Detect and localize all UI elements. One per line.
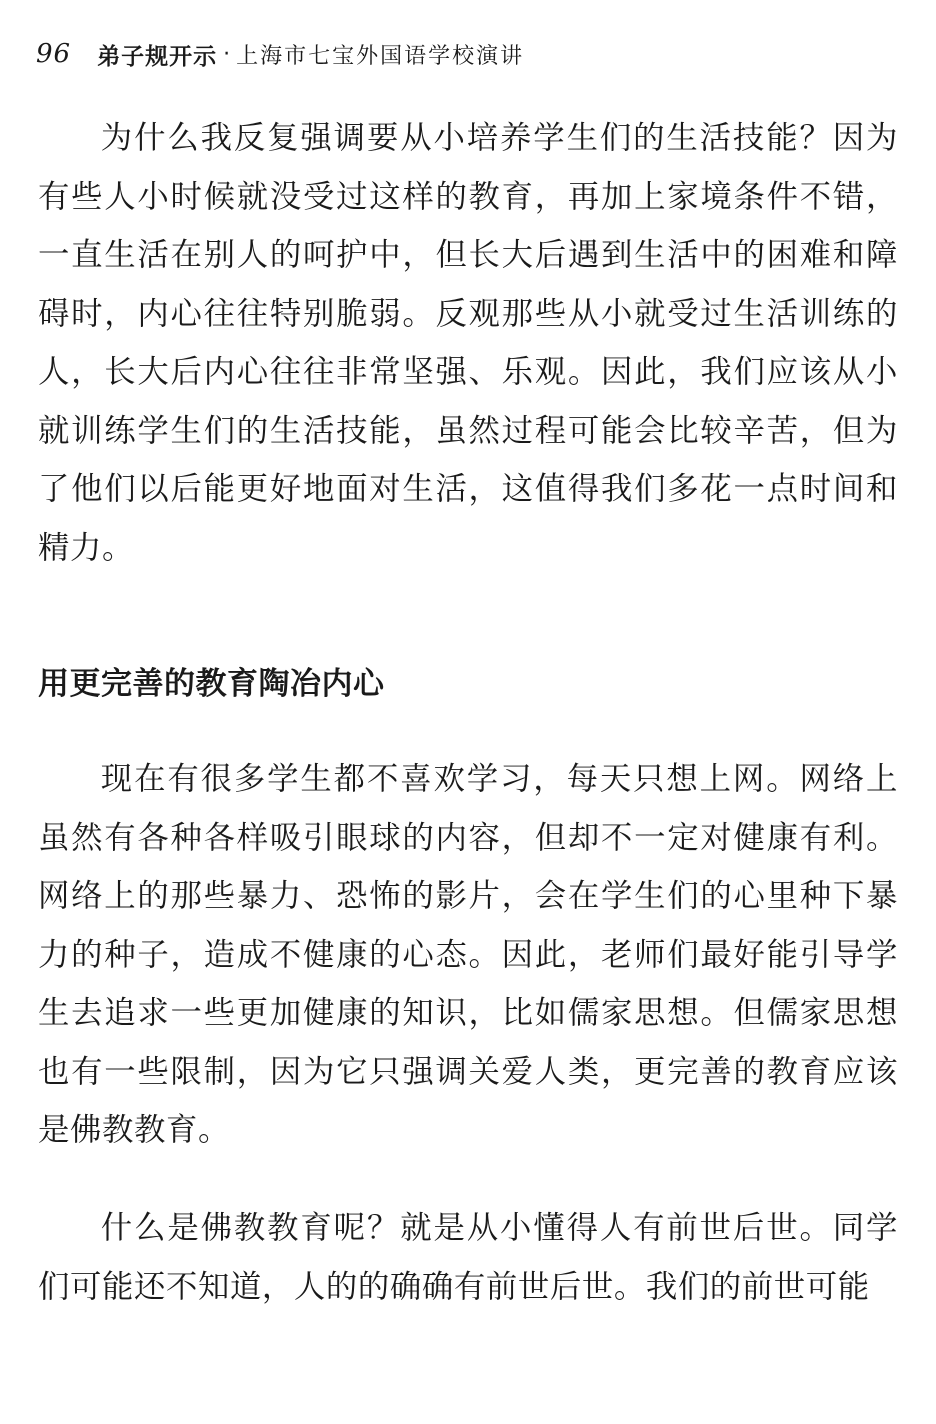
header-separator: ·	[223, 41, 231, 67]
body-paragraph: 为什么我反复强调要从小培养学生们的生活技能？因为有些人小时候就没受过这样的教育，再加上家境条件不错，一直生活在别人的呵护中，但长大后遇到生活中的困难和障碍时，内心往往特别脆弱。反观那些从小就受过生活训练的人，长大后内心往往非常坚强、乐观。因此，我们应该从小就训练学生们的生活技能，虽然过程可能会比较辛苦，但为了他们以后能更好地面对生活，这值得我们多花一点时间和精力。	[38, 120, 898, 566]
book-title: 弟子规开示	[97, 43, 218, 70]
body-paragraph: 现在有很多学生都不喜欢学习，每天只想上网。网络上虽然有各种各样吸引眼球的内容，但却不一定对健康有利。网络上的那些暴力、恐怖的影片，会在学生们的心里种下暴力的种子，造成不健康的心态。因此，老师们最好能引导学生去追求一些更加健康的知识，比如儒家思想。但儒家思想也有一些限制，因为它只强调关爱人类，更完善的教育应该是佛教教育。	[38, 761, 898, 1148]
running-header	[36, 34, 524, 74]
body-paragraph: 什么是佛教教育呢？就是从小懂得人有前世后世。同学们可能还不知道，人的的确确有前世后世。我们的前世可能	[38, 1210, 898, 1305]
page-number: 96	[36, 39, 72, 69]
section-heading: 用更完善的教育陶冶内心	[38, 666, 385, 702]
lecture-title: 上海市七宝外国语学校演讲	[236, 43, 525, 69]
